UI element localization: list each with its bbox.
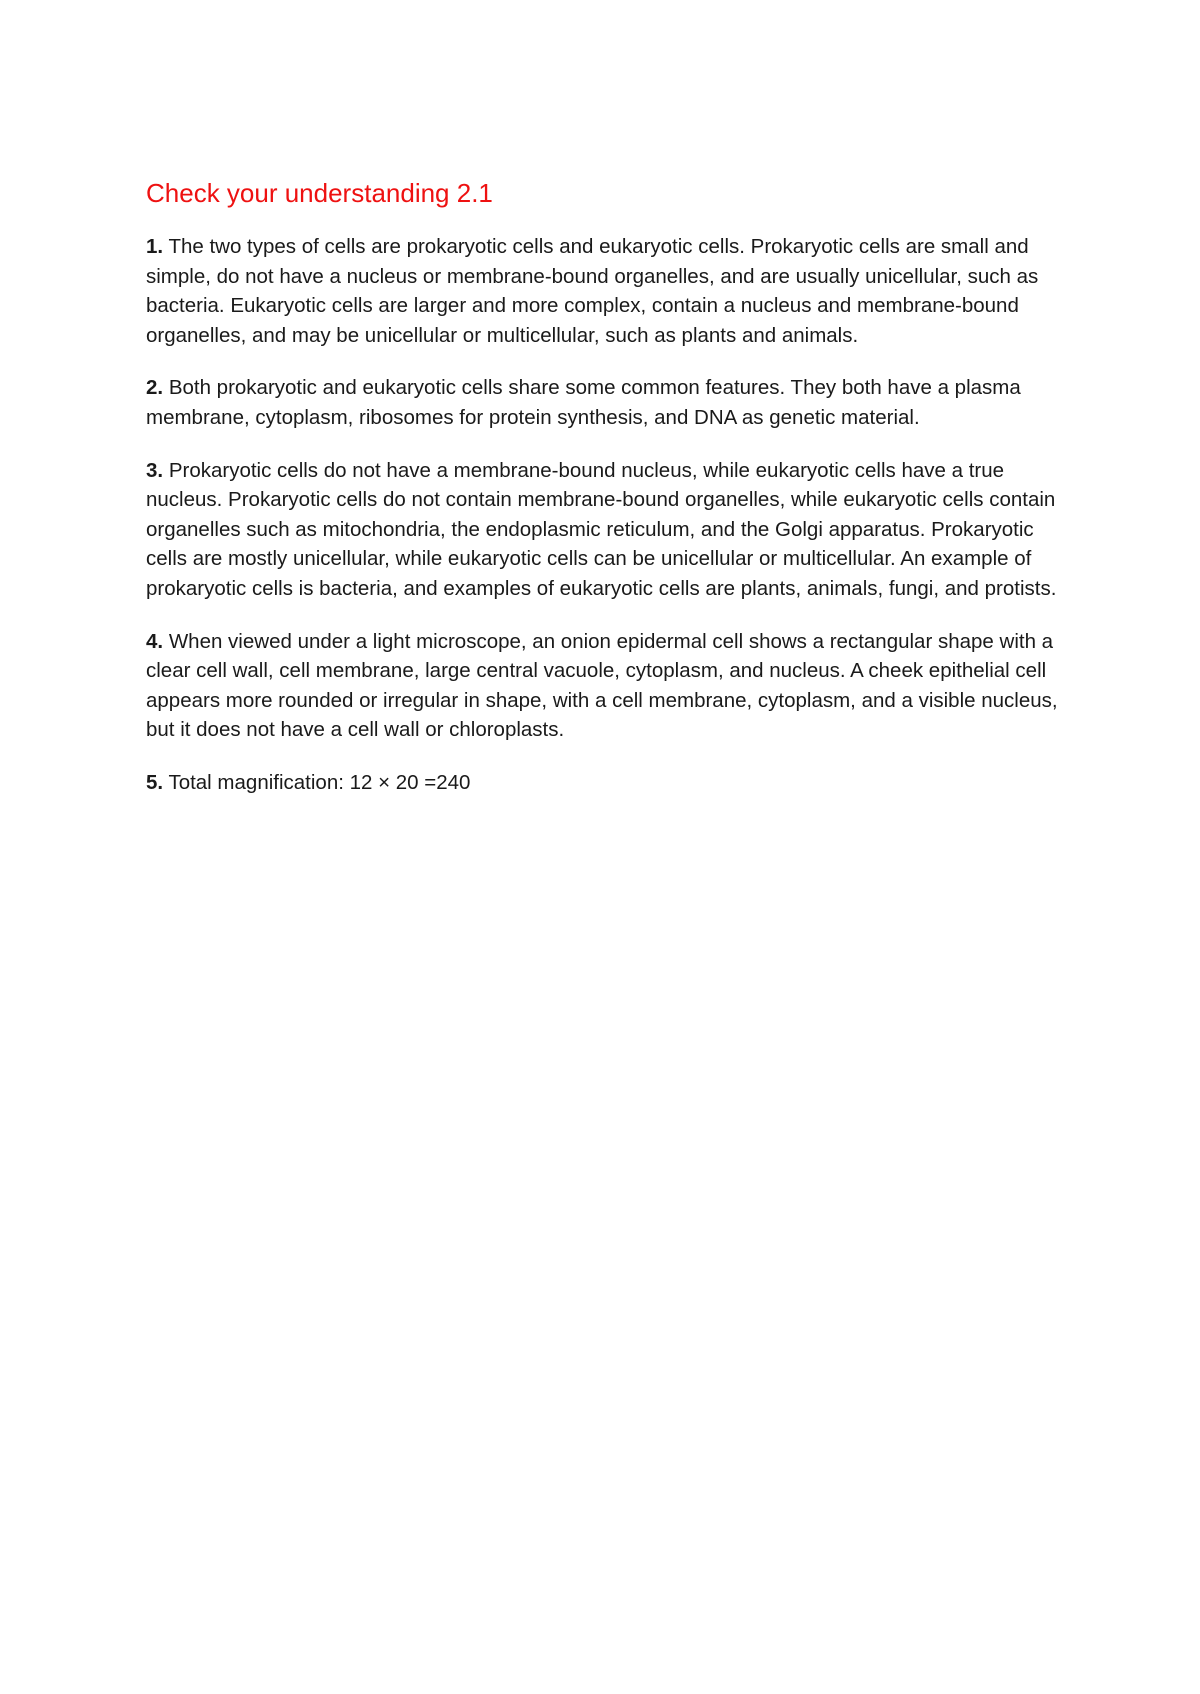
answer-text: Both prokaryotic and eukaryotic cells share some common features. They both have a plasma membrane, cytoplasm, ribosomes for protein synthesis, and DNA as genetic material. — [146, 376, 1021, 429]
answer-number: 2. — [146, 376, 164, 400]
answer-5 — [146, 768, 1076, 798]
answer-number: 4. — [146, 629, 164, 653]
answer-text: The two types of cells are prokaryotic cells and eukaryotic cells. Prokaryotic cells are small and simple, do not have a nucleus or membrane-bound organelles, and are usually unicellular, such as bacteria. Eukaryotic cells are larger and more complex, contain a nucleus and membrane-bound organelles, and may be unicellular or multicellular, such as plants and animals. — [146, 235, 1039, 347]
answer-4 — [146, 627, 1076, 745]
answer-text: When viewed under a light microscope, an onion epidermal cell shows a rectangular shape with a clear cell wall, cell membrane, large central vacuole, cytoplasm, and nucleus. A cheek epithelial cell appears more rounded or irregular in shape, with a cell membrane, cytoplasm, and a visible nucleus, but it does not have a cell wall or chloroplasts. — [146, 629, 1058, 742]
answer-number: 5. — [146, 770, 164, 794]
document-content — [146, 176, 1076, 821]
answer-2 — [146, 373, 1076, 432]
answer-text: Total magnification: 12 × 20 =240 — [168, 770, 471, 794]
answer-text: Prokaryotic cells do not have a membrane-bound nucleus, while eukaryotic cells have a true nucleus. Prokaryotic cells do not contain membrane-bound organelles, while eukaryotic cells contain organelles such as mitochondria, the endoplasmic reticulum, and the Golgi apparatus. Prokaryotic cells are mostly unicellular, while eukaryotic cells can be unicellular or multicellular. An example of prokaryotic cells is bacteria, and examples of eukaryotic cells are plants, animals, fungi, and protists. — [146, 458, 1057, 600]
answer-1 — [146, 232, 1076, 350]
answer-number: 3. — [146, 458, 164, 482]
page-title: Check your understanding 2.1 — [146, 178, 493, 208]
answer-number: 1. — [146, 235, 164, 258]
answer-3 — [146, 456, 1076, 604]
